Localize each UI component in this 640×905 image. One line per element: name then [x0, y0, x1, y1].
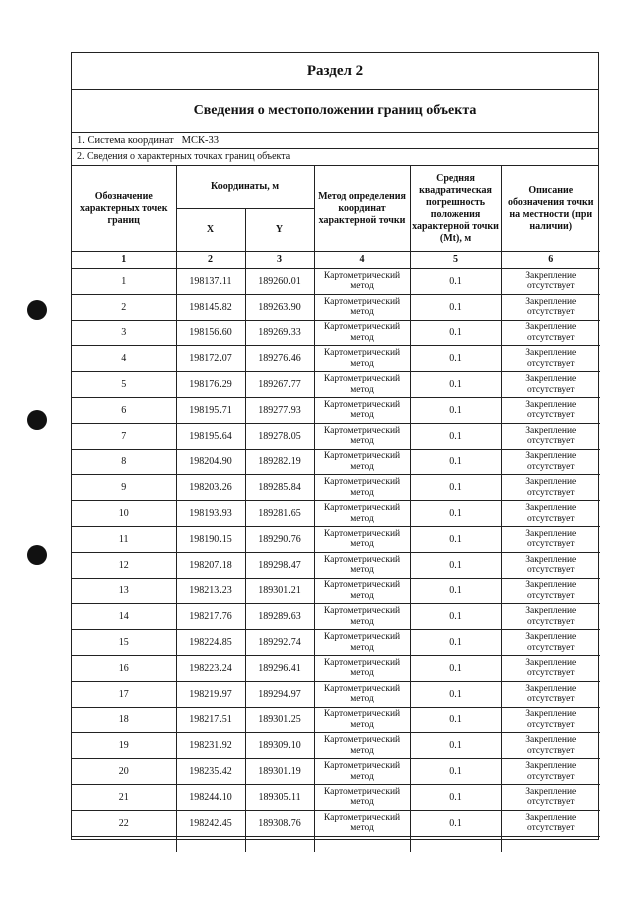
method-cell: Картометрический метод: [314, 810, 410, 836]
point-id-cell: 15: [72, 630, 176, 656]
punch-hole: [27, 410, 47, 430]
point-id-cell: 14: [72, 604, 176, 630]
accuracy-cell: 0.1: [410, 475, 501, 501]
section-title: Раздел 2: [72, 53, 598, 90]
method-cell: Картометрический метод: [314, 501, 410, 527]
description-cell: Закрепление отсутствует: [501, 759, 600, 785]
accuracy-cell: 0.1: [410, 733, 501, 759]
x-coordinate-cell: 198172.07: [176, 346, 245, 372]
document-title: Сведения о местоположении границ объекта: [72, 90, 598, 133]
y-coordinate-cell: 189301.25: [245, 707, 314, 733]
accuracy-cell: 0.1: [410, 346, 501, 372]
description-cell: Закрепление отсутствует: [501, 475, 600, 501]
punch-hole: [27, 545, 47, 565]
document-sheet: [71, 52, 599, 840]
table-row: [72, 604, 600, 630]
accuracy-cell: 0.1: [410, 810, 501, 836]
y-coordinate-cell: 189278.05: [245, 423, 314, 449]
column-number: 6: [501, 252, 600, 269]
description-cell: Закрепление отсутствует: [501, 320, 600, 346]
accuracy-cell: 0.1: [410, 784, 501, 810]
table-row: [72, 733, 600, 759]
method-cell: Картометрический метод: [314, 475, 410, 501]
y-coordinate-cell: 189267.77: [245, 372, 314, 398]
y-coordinate-cell: 189296.41: [245, 655, 314, 681]
method-cell: Картометрический метод: [314, 346, 410, 372]
table-row: [72, 372, 600, 398]
accuracy-cell: 0.1: [410, 320, 501, 346]
x-coordinate-cell: 198219.97: [176, 681, 245, 707]
y-coordinate-cell: 189276.46: [245, 346, 314, 372]
method-cell: Картометрический метод: [314, 604, 410, 630]
table-row: [72, 449, 600, 475]
point-id-cell: 3: [72, 320, 176, 346]
description-cell: Закрепление отсутствует: [501, 501, 600, 527]
accuracy-cell: 0.1: [410, 630, 501, 656]
table-row: [72, 346, 600, 372]
accuracy-cell: 0.1: [410, 552, 501, 578]
header-description: Описание обозначения точки на местности (при наличии): [501, 166, 600, 252]
method-cell: Картометрический метод: [314, 707, 410, 733]
accuracy-cell: 0.1: [410, 604, 501, 630]
point-id-cell: 12: [72, 552, 176, 578]
point-id-cell: 20: [72, 759, 176, 785]
y-coordinate-cell: 189301.21: [245, 578, 314, 604]
method-cell: Картометрический метод: [314, 526, 410, 552]
method-cell: Картометрический метод: [314, 320, 410, 346]
y-coordinate-cell: 189289.63: [245, 604, 314, 630]
coordinate-system-value: МСК-33: [181, 135, 219, 146]
y-coordinate-cell: 189309.10: [245, 733, 314, 759]
header-point-id: Обозначение характерных точек границ: [72, 166, 176, 252]
blank-cell: [176, 836, 245, 852]
point-id-cell: 4: [72, 346, 176, 372]
y-coordinate-cell: 189301.19: [245, 759, 314, 785]
x-coordinate-cell: 198223.24: [176, 655, 245, 681]
accuracy-cell: 0.1: [410, 655, 501, 681]
points-caption: 2. Сведения о характерных точках границ объекта: [72, 149, 598, 166]
description-cell: Закрепление отсутствует: [501, 397, 600, 423]
table-row: [72, 269, 600, 295]
y-coordinate-cell: 189308.76: [245, 810, 314, 836]
table-blank-row: [72, 836, 600, 852]
table-row: [72, 397, 600, 423]
table-row: [72, 320, 600, 346]
blank-cell: [314, 836, 410, 852]
point-id-cell: 9: [72, 475, 176, 501]
blank-cell: [410, 836, 501, 852]
accuracy-cell: 0.1: [410, 397, 501, 423]
description-cell: Закрепление отсутствует: [501, 810, 600, 836]
x-coordinate-cell: 198195.64: [176, 423, 245, 449]
method-cell: Картометрический метод: [314, 681, 410, 707]
accuracy-cell: 0.1: [410, 526, 501, 552]
coordinate-system-label: 1. Система координат: [77, 135, 174, 146]
y-coordinate-cell: 189294.97: [245, 681, 314, 707]
description-cell: Закрепление отсутствует: [501, 526, 600, 552]
point-id-cell: 2: [72, 294, 176, 320]
point-id-cell: 19: [72, 733, 176, 759]
table-row: [72, 810, 600, 836]
accuracy-cell: 0.1: [410, 501, 501, 527]
x-coordinate-cell: 198195.71: [176, 397, 245, 423]
y-coordinate-cell: 189263.90: [245, 294, 314, 320]
punch-hole: [27, 300, 47, 320]
method-cell: Картометрический метод: [314, 449, 410, 475]
point-id-cell: 18: [72, 707, 176, 733]
coordinate-system-line: [72, 133, 598, 149]
header-x: X: [176, 209, 245, 252]
method-cell: Картометрический метод: [314, 630, 410, 656]
y-coordinate-cell: 189260.01: [245, 269, 314, 295]
blank-cell: [72, 836, 176, 852]
y-coordinate-cell: 189281.65: [245, 501, 314, 527]
point-id-cell: 16: [72, 655, 176, 681]
column-number-row: [72, 252, 600, 269]
x-coordinate-cell: 198156.60: [176, 320, 245, 346]
table-row: [72, 501, 600, 527]
y-coordinate-cell: 189285.84: [245, 475, 314, 501]
x-coordinate-cell: 198203.26: [176, 475, 245, 501]
method-cell: Картометрический метод: [314, 784, 410, 810]
x-coordinate-cell: 198137.11: [176, 269, 245, 295]
accuracy-cell: 0.1: [410, 578, 501, 604]
boundary-points-table: [72, 166, 600, 852]
description-cell: Закрепление отсутствует: [501, 449, 600, 475]
point-id-cell: 17: [72, 681, 176, 707]
y-coordinate-cell: 189292.74: [245, 630, 314, 656]
x-coordinate-cell: 198204.90: [176, 449, 245, 475]
y-coordinate-cell: 189305.11: [245, 784, 314, 810]
description-cell: Закрепление отсутствует: [501, 346, 600, 372]
method-cell: Картометрический метод: [314, 759, 410, 785]
y-coordinate-cell: 189277.93: [245, 397, 314, 423]
accuracy-cell: 0.1: [410, 707, 501, 733]
method-cell: Картометрический метод: [314, 423, 410, 449]
x-coordinate-cell: 198231.92: [176, 733, 245, 759]
y-coordinate-cell: 189282.19: [245, 449, 314, 475]
table-row: [72, 294, 600, 320]
table-row: [72, 578, 600, 604]
x-coordinate-cell: 198193.93: [176, 501, 245, 527]
table-row: [72, 681, 600, 707]
description-cell: Закрепление отсутствует: [501, 630, 600, 656]
method-cell: Картометрический метод: [314, 578, 410, 604]
column-number: 4: [314, 252, 410, 269]
description-cell: Закрепление отсутствует: [501, 681, 600, 707]
method-cell: Картометрический метод: [314, 552, 410, 578]
header-accuracy: Средняя квадратическая погрешность положения характерной точки (Mt), м: [410, 166, 501, 252]
x-coordinate-cell: 198242.45: [176, 810, 245, 836]
accuracy-cell: 0.1: [410, 759, 501, 785]
y-coordinate-cell: 189290.76: [245, 526, 314, 552]
y-coordinate-cell: 189269.33: [245, 320, 314, 346]
description-cell: Закрепление отсутствует: [501, 784, 600, 810]
accuracy-cell: 0.1: [410, 681, 501, 707]
x-coordinate-cell: 198213.23: [176, 578, 245, 604]
method-cell: Картометрический метод: [314, 655, 410, 681]
method-cell: Картометрический метод: [314, 397, 410, 423]
x-coordinate-cell: 198224.85: [176, 630, 245, 656]
description-cell: Закрепление отсутствует: [501, 655, 600, 681]
x-coordinate-cell: 198190.15: [176, 526, 245, 552]
table-row: [72, 630, 600, 656]
table-row: [72, 475, 600, 501]
x-coordinate-cell: 198217.76: [176, 604, 245, 630]
column-number: 3: [245, 252, 314, 269]
accuracy-cell: 0.1: [410, 294, 501, 320]
blank-cell: [501, 836, 600, 852]
table-row: [72, 759, 600, 785]
description-cell: Закрепление отсутствует: [501, 372, 600, 398]
accuracy-cell: 0.1: [410, 449, 501, 475]
table-row: [72, 655, 600, 681]
description-cell: Закрепление отсутствует: [501, 707, 600, 733]
header-method: Метод определения координат характерной точки: [314, 166, 410, 252]
point-id-cell: 5: [72, 372, 176, 398]
y-coordinate-cell: 189298.47: [245, 552, 314, 578]
x-coordinate-cell: 198235.42: [176, 759, 245, 785]
x-coordinate-cell: 198207.18: [176, 552, 245, 578]
point-id-cell: 21: [72, 784, 176, 810]
method-cell: Картометрический метод: [314, 294, 410, 320]
description-cell: Закрепление отсутствует: [501, 269, 600, 295]
method-cell: Картометрический метод: [314, 269, 410, 295]
point-id-cell: 22: [72, 810, 176, 836]
description-cell: Закрепление отсутствует: [501, 578, 600, 604]
table-row: [72, 707, 600, 733]
x-coordinate-cell: 198145.82: [176, 294, 245, 320]
x-coordinate-cell: 198244.10: [176, 784, 245, 810]
column-number: 5: [410, 252, 501, 269]
method-cell: Картометрический метод: [314, 372, 410, 398]
header-coordinates: Координаты, м: [176, 166, 314, 209]
x-coordinate-cell: 198176.29: [176, 372, 245, 398]
header-y: Y: [245, 209, 314, 252]
point-id-cell: 10: [72, 501, 176, 527]
accuracy-cell: 0.1: [410, 423, 501, 449]
description-cell: Закрепление отсутствует: [501, 294, 600, 320]
x-coordinate-cell: 198217.51: [176, 707, 245, 733]
point-id-cell: 1: [72, 269, 176, 295]
description-cell: Закрепление отсутствует: [501, 423, 600, 449]
accuracy-cell: 0.1: [410, 269, 501, 295]
method-cell: Картометрический метод: [314, 733, 410, 759]
point-id-cell: 11: [72, 526, 176, 552]
point-id-cell: 13: [72, 578, 176, 604]
accuracy-cell: 0.1: [410, 372, 501, 398]
point-id-cell: 7: [72, 423, 176, 449]
table-row: [72, 526, 600, 552]
description-cell: Закрепление отсутствует: [501, 733, 600, 759]
blank-cell: [245, 836, 314, 852]
description-cell: Закрепление отсутствует: [501, 552, 600, 578]
column-number: 2: [176, 252, 245, 269]
point-id-cell: 8: [72, 449, 176, 475]
table-row: [72, 552, 600, 578]
table-row: [72, 784, 600, 810]
table-row: [72, 423, 600, 449]
description-cell: Закрепление отсутствует: [501, 604, 600, 630]
column-number: 1: [72, 252, 176, 269]
point-id-cell: 6: [72, 397, 176, 423]
